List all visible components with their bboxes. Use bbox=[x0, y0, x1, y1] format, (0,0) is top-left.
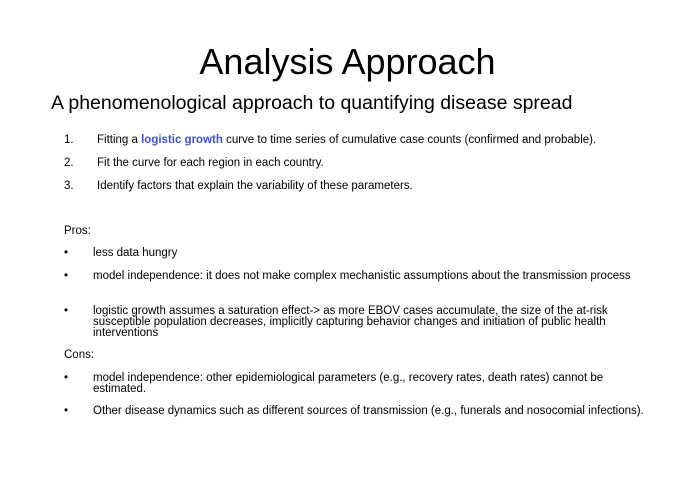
step-text-pre: Fitting a bbox=[97, 134, 142, 146]
step-number: 3. bbox=[64, 180, 74, 192]
bullet-icon: • bbox=[64, 270, 69, 282]
bullet-icon: • bbox=[64, 405, 69, 417]
bullet-icon: • bbox=[64, 305, 69, 317]
pro-item: less data hungry bbox=[93, 247, 178, 259]
cons-label: Cons: bbox=[64, 349, 95, 361]
pro-item: logistic growth assumes a saturation effect-> as more EBOV cases accumulate, the size of the at-risk susceptible population decreases, implicitly capturing behavior changes and initiation of public health interventions bbox=[93, 305, 608, 339]
step-number: 1. bbox=[64, 134, 74, 146]
slide-subtitle: A phenomenological approach to quantifying disease spread bbox=[51, 92, 573, 114]
con-item: Other disease dynamics such as different sources of transmission (e.g., funerals and nosocomial infections). bbox=[93, 405, 644, 417]
pro-item: model independence: it does not make complex mechanistic assumptions about the transmission process bbox=[93, 270, 631, 282]
step-number: 2. bbox=[64, 157, 74, 169]
pros-label: Pros: bbox=[64, 225, 91, 237]
bullet-icon: • bbox=[64, 372, 69, 384]
step-text-post: curve to time series of cumulative case counts (confirmed and probable). bbox=[222, 134, 597, 146]
con-item: model independence: other epidemiological parameters (e.g., recovery rates, death rates) cannot be estimated. bbox=[93, 372, 604, 395]
highlight-text: logistic growth bbox=[141, 134, 223, 146]
bullet-icon: • bbox=[64, 247, 69, 259]
step-text bbox=[97, 133, 596, 147]
slide-title: Analysis Approach bbox=[199, 41, 496, 82]
step-text: Identify factors that explain the variability of these parameters. bbox=[97, 180, 413, 192]
step-text: Fit the curve for each region in each country. bbox=[97, 157, 324, 169]
